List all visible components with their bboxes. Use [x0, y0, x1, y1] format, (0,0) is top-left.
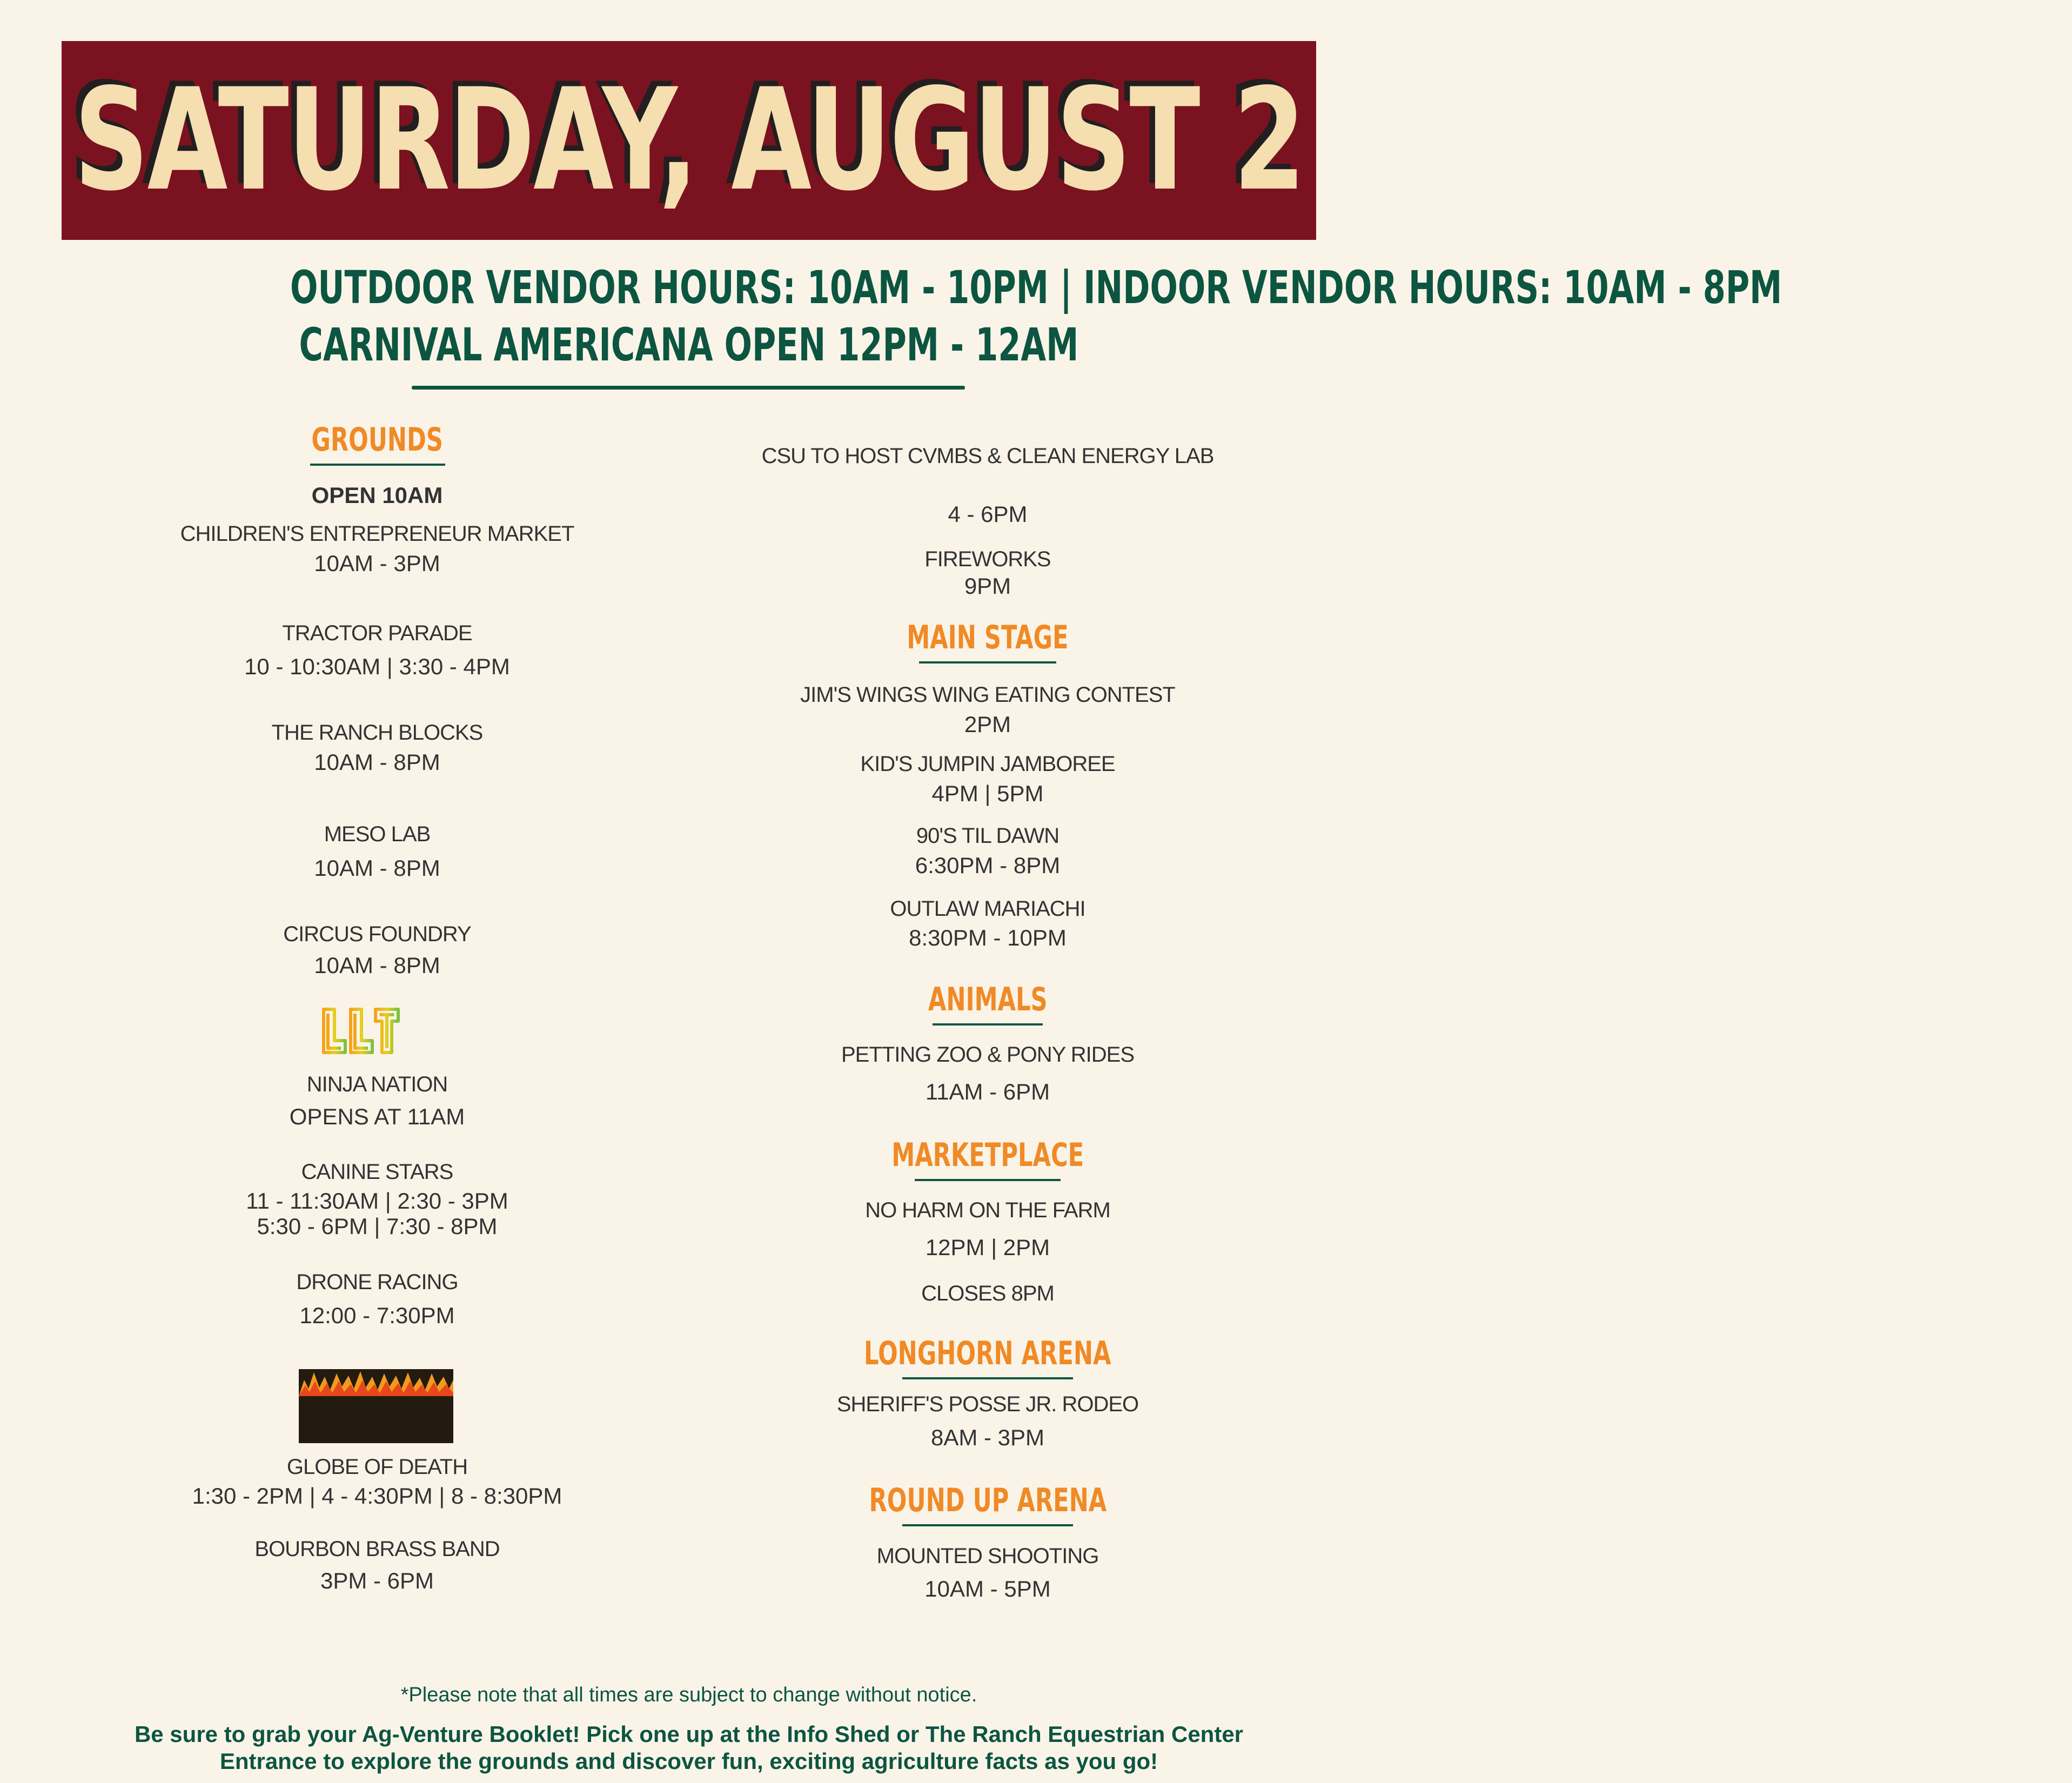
event-time: 6:30PM - 8PM — [915, 853, 1061, 878]
event-time: 10AM - 5PM — [924, 1576, 1051, 1601]
event-name: CANINE STARS — [301, 1160, 453, 1184]
event-name: NINJA NATION — [306, 1073, 448, 1096]
section-heading-grounds: GROUNDS — [311, 421, 443, 459]
event-name: NO HARM ON THE FARM — [865, 1198, 1110, 1222]
event-time: 3PM - 6PM — [320, 1568, 434, 1593]
section-underline — [902, 1524, 1073, 1526]
event-name: BOURBON BRASS BAND — [254, 1537, 500, 1561]
event-time: 10 - 10:30AM | 3:30 - 4PM — [244, 654, 510, 679]
event-time: 12:00 - 7:30PM — [299, 1303, 455, 1328]
section-heading-longhorn-arena: LONGHORN ARENA — [864, 1335, 1111, 1372]
vendor-hours: OUTDOOR VENDOR HOURS: 10AM - 10PM | INDOOR VENDOR HOURS: 10AM - 8PM — [290, 261, 1782, 314]
event-name: OUTLAW MARIACHI — [890, 897, 1085, 921]
section-heading-round-up-arena: ROUND UP ARENA — [869, 1482, 1107, 1519]
flame-icon — [299, 1369, 453, 1396]
event-time: OPENS AT 11AM — [289, 1104, 465, 1129]
divider-rule — [412, 386, 965, 390]
event-time: 8AM - 3PM — [930, 1425, 1045, 1450]
date-banner — [62, 41, 1316, 240]
event-name: DRONE RACING — [296, 1270, 458, 1294]
event-name: 90'S TIL DAWN — [916, 824, 1060, 848]
event-name: MOUNTED SHOOTING — [876, 1544, 1099, 1568]
event-time: 10AM - 8PM — [314, 855, 440, 881]
event-name: SHERIFF'S POSSE JR. RODEO — [836, 1392, 1139, 1416]
event-name: TRACTOR PARADE — [282, 621, 472, 645]
disclaimer: *Please note that all times are subject to change without notice. — [400, 1684, 977, 1706]
event-time: 12PM | 2PM — [925, 1235, 1050, 1260]
section-underline — [919, 661, 1056, 663]
event-time: 8:30PM - 10PM — [909, 925, 1067, 950]
event-name: GLOBE OF DEATH — [286, 1455, 468, 1479]
section-underline — [933, 1023, 1043, 1025]
event-time: 4PM | 5PM — [931, 781, 1044, 806]
section-heading-main-stage: MAIN STAGE — [907, 619, 1069, 656]
event-time: 2PM — [964, 712, 1011, 737]
event-name: CHILDREN'S ENTREPRENEUR MARKET — [180, 522, 574, 546]
section-heading-marketplace: MARKETPLACE — [891, 1136, 1084, 1174]
event-time: 10AM - 8PM — [314, 749, 440, 775]
nordys-logo — [299, 1369, 453, 1443]
event-time: 1:30 - 2PM | 4 - 4:30PM | 8 - 8:30PM — [192, 1483, 562, 1509]
promo-line-1: Be sure to grab your Ag-Venture Booklet! Pick one up at the Info Shed or The Ranch Equestrian Center — [134, 1721, 1244, 1747]
event-name: PETTING ZOO & PONY RIDES — [841, 1043, 1134, 1067]
promo-line-2: Entrance to explore the grounds and discover fun, exciting agriculture facts as you go! — [219, 1748, 1158, 1774]
event-name: CIRCUS FOUNDRY — [283, 922, 471, 946]
event-time: 9PM — [964, 573, 1011, 599]
event-name: KID'S JUMPIN JAMBOREE — [860, 752, 1115, 776]
event-name: THE RANCH BLOCKS — [271, 721, 483, 745]
event-time-secondary: 5:30 - 6PM | 7:30 - 8PM — [257, 1214, 498, 1239]
event-time: 4 - 6PM — [948, 501, 1028, 527]
section-underline — [915, 1179, 1061, 1181]
event-time: 10AM - 8PM — [314, 953, 440, 978]
event-time: 11 - 11:30AM | 2:30 - 3PM — [246, 1188, 508, 1214]
grounds-open-time: OPEN 10AM — [311, 482, 443, 508]
section-underline — [902, 1377, 1073, 1379]
llt-logo — [320, 1006, 401, 1060]
event-name: CSU TO HOST CVMBS & CLEAN ENERGY LAB — [761, 444, 1214, 468]
carnival-hours: CARNIVAL AMERICANA OPEN 12PM - 12AM — [299, 318, 1079, 371]
event-time: 11AM - 6PM — [925, 1079, 1050, 1104]
event-name: JIM'S WINGS WING EATING CONTEST — [800, 683, 1175, 707]
section-underline — [310, 464, 445, 466]
section-heading-animals: ANIMALS — [928, 981, 1048, 1018]
event-name: FIREWORKS — [924, 547, 1051, 571]
event-time: 10AM - 3PM — [314, 551, 440, 576]
event-name: MESO LAB — [324, 822, 431, 846]
marketplace-closes: CLOSES 8PM — [921, 1282, 1054, 1305]
page-title: SATURDAY, AUGUST 2 — [73, 59, 1304, 222]
